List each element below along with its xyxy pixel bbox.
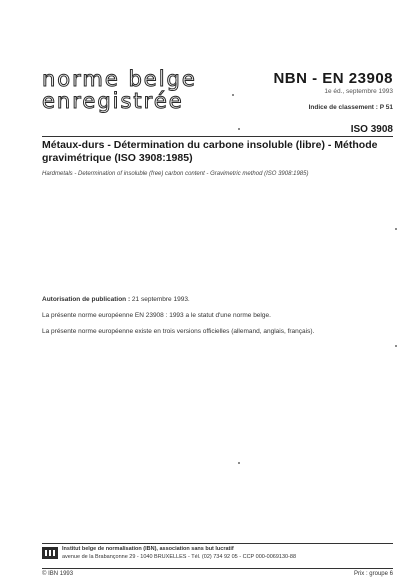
iso-number: ISO 3908 bbox=[350, 124, 393, 135]
speckle bbox=[395, 228, 397, 230]
classification-index: Indice de classement : P 51 bbox=[308, 104, 393, 111]
status-note: La présente norme européenne EN 23908 : 1993 a le statut d'une norme belge. bbox=[42, 312, 271, 319]
brand-line-2: enregistrée bbox=[42, 89, 184, 113]
publication-date: 21 septembre 1993. bbox=[131, 296, 190, 303]
publication-authorization bbox=[42, 296, 190, 303]
speckle bbox=[232, 94, 234, 96]
edition-date: 1e éd., septembre 1993 bbox=[324, 88, 393, 95]
divider-bottom bbox=[42, 568, 393, 569]
divider-footer bbox=[42, 543, 393, 544]
price-group: Prix : groupe 6 bbox=[353, 571, 393, 577]
institute-address: avenue de la Brabançonne 29 - 1040 BRUXELLES - Tél. (02) 734 92 05 - CCP 000-0069130-88 bbox=[62, 554, 297, 560]
divider-top bbox=[42, 136, 393, 137]
speckle bbox=[238, 462, 240, 464]
title-french: Métaux-durs - Détermination du carbone insoluble (libre) - Méthode gravimétrique (ISO 3908:1985) bbox=[42, 139, 378, 164]
speckle bbox=[238, 128, 240, 130]
copyright: © IBN 1993 bbox=[42, 571, 74, 577]
speckle bbox=[395, 345, 397, 347]
publication-label: Autorisation de publication : bbox=[42, 296, 131, 303]
standard-number: NBN - EN 23908 bbox=[273, 70, 393, 87]
brand-line-1: norme belge bbox=[42, 67, 197, 91]
institute-name: Institut belge de normalisation (IBN), association sans but lucratif bbox=[62, 546, 234, 552]
versions-note: La présente norme européenne existe en trois versions officielles (allemand, anglais, français). bbox=[42, 328, 315, 335]
ibn-logo-icon bbox=[42, 547, 58, 559]
title-english: Hardmetals - Determination of insoluble (free) carbon content - Gravimetric method (ISO 3908:1985) bbox=[42, 171, 309, 177]
footer-institute bbox=[62, 545, 296, 561]
